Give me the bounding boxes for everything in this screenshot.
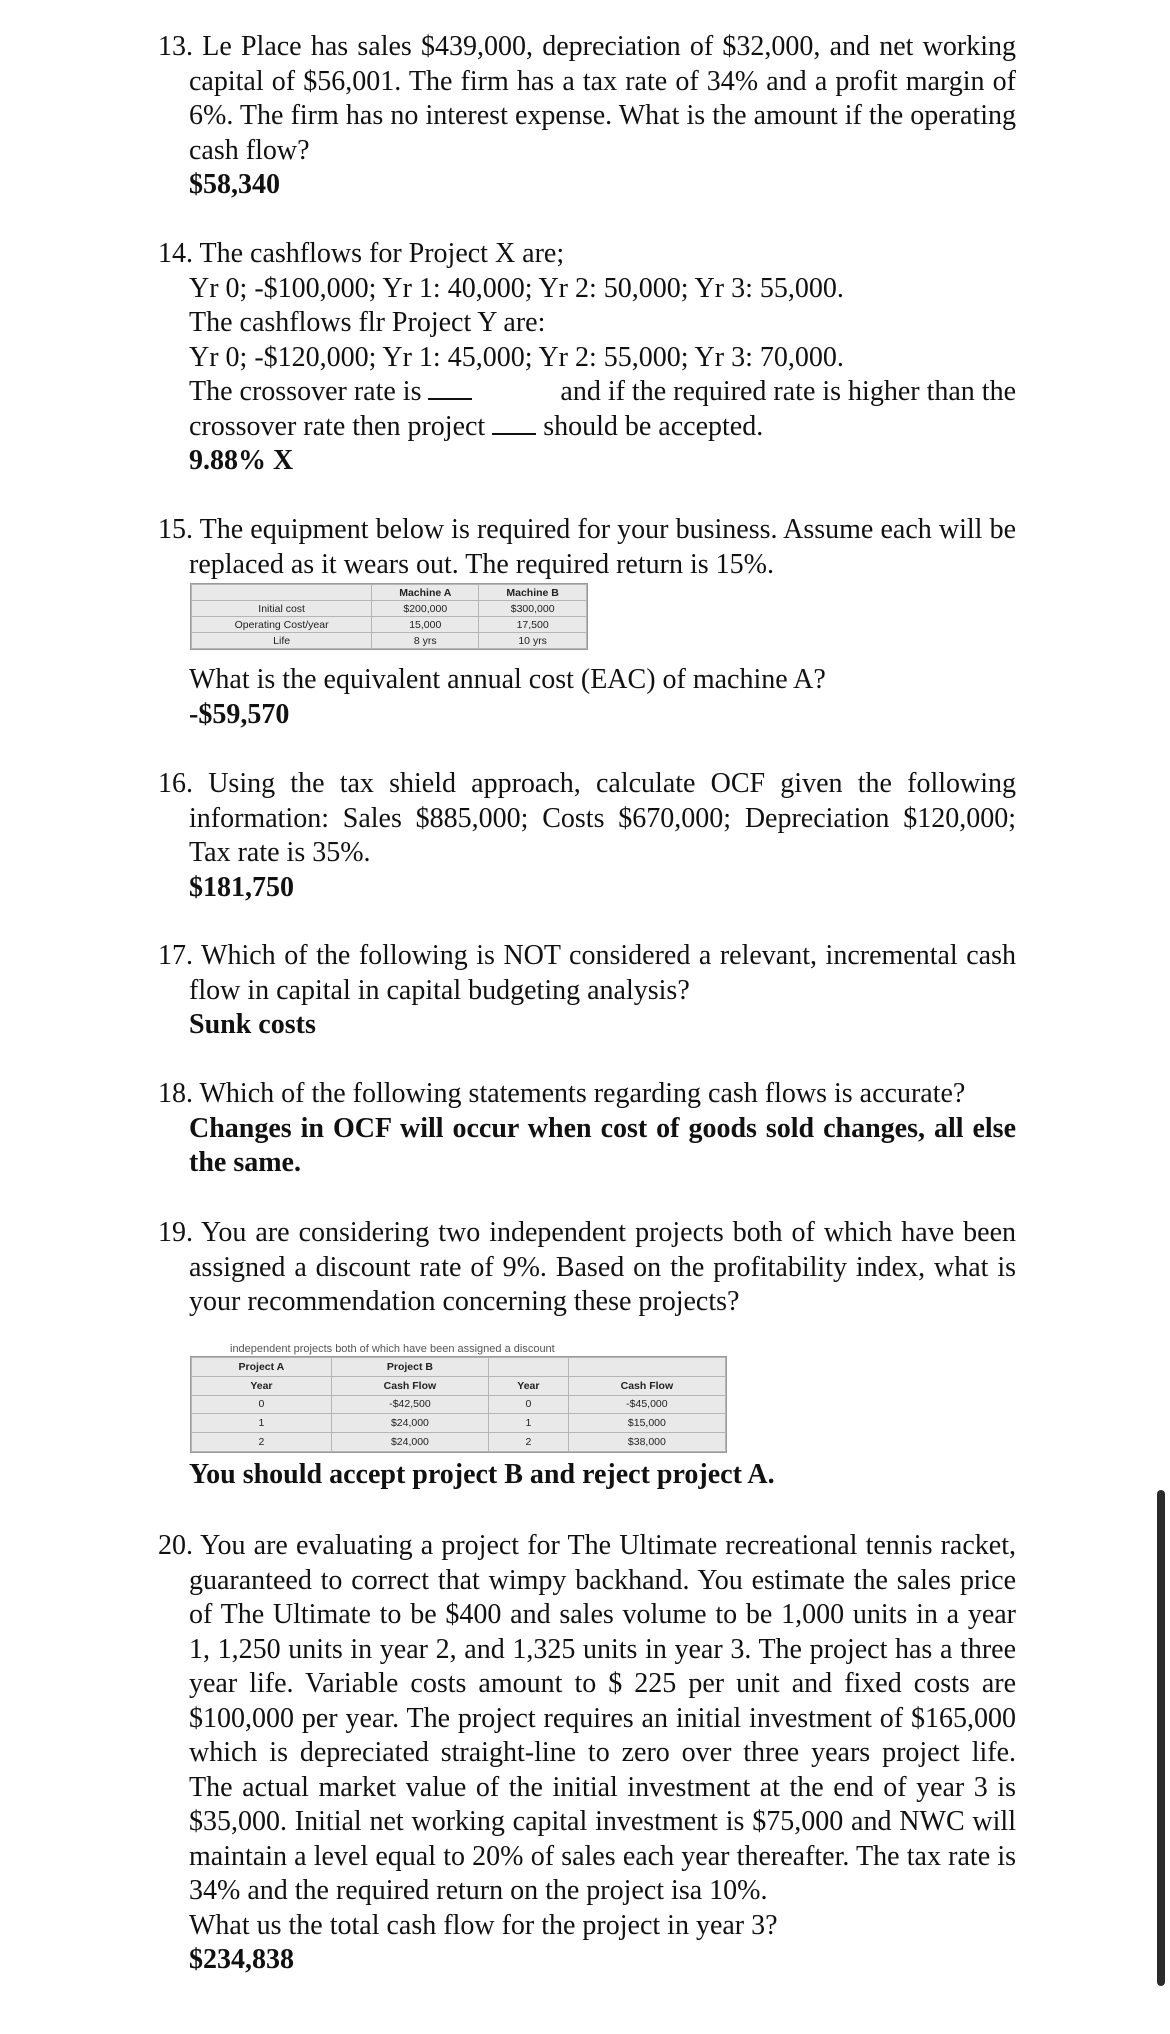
project-b-cashflow: $15,000 xyxy=(568,1414,725,1433)
machine-table-header-blank xyxy=(192,585,372,601)
project-b-year: 1 xyxy=(489,1414,569,1433)
question-14-line-4: Yr 0; -$120,000; Yr 1: 45,000; Yr 2: 55,000; Yr 3: 70,000. xyxy=(189,341,844,373)
project-a-year: 1 xyxy=(192,1414,332,1433)
question-14-line-5a: The crossover rate is xyxy=(189,376,422,407)
machine-table-row-label: Operating Cost/year xyxy=(192,617,372,633)
project-a-year-header: Year xyxy=(192,1376,332,1395)
question-13 xyxy=(158,30,1016,203)
project-b-cashflow-header: Cash Flow xyxy=(568,1376,725,1395)
question-16-answer: $181,750 xyxy=(189,871,294,903)
question-13-text: 13. Le Place has sales $439,000, depreciation of $32,000, and net working capital of $56,001. The firm has a tax rate of 34% and a profit margin of 6%. The firm has no interest expense. What is the amount if the operating cash flow? xyxy=(158,31,1016,166)
question-19-answer: You should accept project B and reject project A. xyxy=(189,1459,775,1490)
question-14-line-3: The cashflows flr Project Y are: xyxy=(189,307,546,338)
question-19-text: 19. You are considering two independent projects both of which have been assigned a discount rate of 9%. Based on the profitability index, what is your recommendation concerning these projects? xyxy=(158,1217,1016,1317)
cropped-caption: independent projects both of which have been assigned a discount xyxy=(230,1343,555,1355)
question-15-followup xyxy=(158,663,1016,732)
question-15 xyxy=(158,513,1016,582)
machine-table-row-label: Life xyxy=(192,633,372,649)
crossover-rate-blank xyxy=(428,376,472,400)
question-14-line-6 xyxy=(158,410,1016,445)
question-14-line-6a: crossover rate then project xyxy=(189,410,486,442)
question-19 xyxy=(158,1216,1016,1320)
question-19-followup xyxy=(158,1458,1016,1493)
project-a-year: 2 xyxy=(192,1433,332,1452)
question-18-answer: Changes in OCF will occur when cost of goods sold changes, all else the same. xyxy=(189,1112,1016,1178)
question-14 xyxy=(158,237,1016,479)
machine-table-cell: 8 yrs xyxy=(372,633,479,649)
project-b-cashflow: -$45,000 xyxy=(568,1395,725,1414)
question-14-line-5 xyxy=(158,375,1016,410)
project-blank xyxy=(492,411,536,435)
project-b-year: 2 xyxy=(489,1433,569,1452)
question-17 xyxy=(158,939,1016,1043)
machine-table-cell: 10 yrs xyxy=(479,633,587,649)
question-17-text: 17. Which of the following is NOT considered a relevant, incremental cash flow in capital in capital budgeting analysis? xyxy=(158,940,1016,1006)
project-a-cashflow: $24,000 xyxy=(331,1433,488,1452)
vertical-scrollbar[interactable] xyxy=(1157,1490,1165,1986)
question-15-question: What is the equivalent annual cost (EAC) of machine A? xyxy=(189,664,826,695)
projects-table xyxy=(190,1356,727,1453)
machine-table-cell: $200,000 xyxy=(372,601,479,617)
question-15-answer: -$59,570 xyxy=(189,698,290,730)
project-a-cashflow-header: Cash Flow xyxy=(331,1376,488,1395)
machine-table xyxy=(190,583,588,650)
project-a-cashflow: $24,000 xyxy=(331,1414,488,1433)
question-20-text: 20. You are evaluating a project for The Ultimate recreational tennis racket, guaranteed to correct that wimpy backhand. You estimate the sales price of The Ultimate to be $400 and sales volume to be 1,000 units in a year 1, 1,250 units in year 2, and 1,325 units in year 3. The project has a three year life. Variable costs amount to $ 225 per unit and fixed costs are $100,000 per year. The project requires an initial investment of $165,000 which is depreciated straight-line to zero over three years project life. The actual market value of the initial investment at the end of year 3 is $35,000. Initial net working capital investment is $75,000 and NWC will maintain a level equal to 20% of sales each year thereafter. The tax rate is 34% and the required return on the project isa 10%. xyxy=(158,1530,1016,1906)
machine-table-cell: 17,500 xyxy=(479,617,587,633)
question-14-line-6b: should be accepted. xyxy=(543,410,764,442)
question-14-line-1: 14. The cashflows for Project X are; xyxy=(158,238,565,269)
project-b-year: 0 xyxy=(489,1395,569,1414)
machine-table-row-label: Initial cost xyxy=(192,601,372,617)
question-15-text: 15. The equipment below is required for your business. Assume each will be replaced as it wears out. The required return is 15%. xyxy=(158,514,1016,580)
project-b-label: Project B xyxy=(331,1358,488,1377)
machine-table-header-a: Machine A xyxy=(372,585,479,601)
question-20-question: What us the total cash flow for the project in year 3? xyxy=(189,1909,778,1941)
project-a-cashflow: -$42,500 xyxy=(331,1395,488,1414)
project-a-year: 0 xyxy=(192,1395,332,1414)
question-18 xyxy=(158,1077,1016,1181)
question-16-text: 16. Using the tax shield approach, calculate OCF given the following information: Sales $885,000; Costs $670,000; Depreciation $120,000; Tax rate is 35%. xyxy=(158,768,1016,868)
question-13-answer: $58,340 xyxy=(189,169,280,200)
question-17-answer: Sunk costs xyxy=(189,1009,316,1040)
question-18-text: 18. Which of the following statements regarding cash flows is accurate? xyxy=(158,1078,966,1109)
project-b-year-header: Year xyxy=(489,1376,569,1395)
question-20 xyxy=(158,1529,1016,1978)
project-a-label: Project A xyxy=(192,1358,332,1377)
question-16 xyxy=(158,767,1016,905)
question-14-line-5b: and if the required rate is higher than the xyxy=(560,376,1016,407)
question-20-answer: $234,838 xyxy=(189,1944,294,1975)
machine-table-cell: 15,000 xyxy=(372,617,479,633)
machine-table-cell: $300,000 xyxy=(479,601,587,617)
question-14-answer: 9.88% X xyxy=(189,445,294,476)
project-b-cashflow: $38,000 xyxy=(568,1433,725,1452)
machine-table-header-b: Machine B xyxy=(479,585,587,601)
question-14-line-2: Yr 0; -$100,000; Yr 1: 40,000; Yr 2: 50,000; Yr 3: 55,000. xyxy=(189,272,844,304)
